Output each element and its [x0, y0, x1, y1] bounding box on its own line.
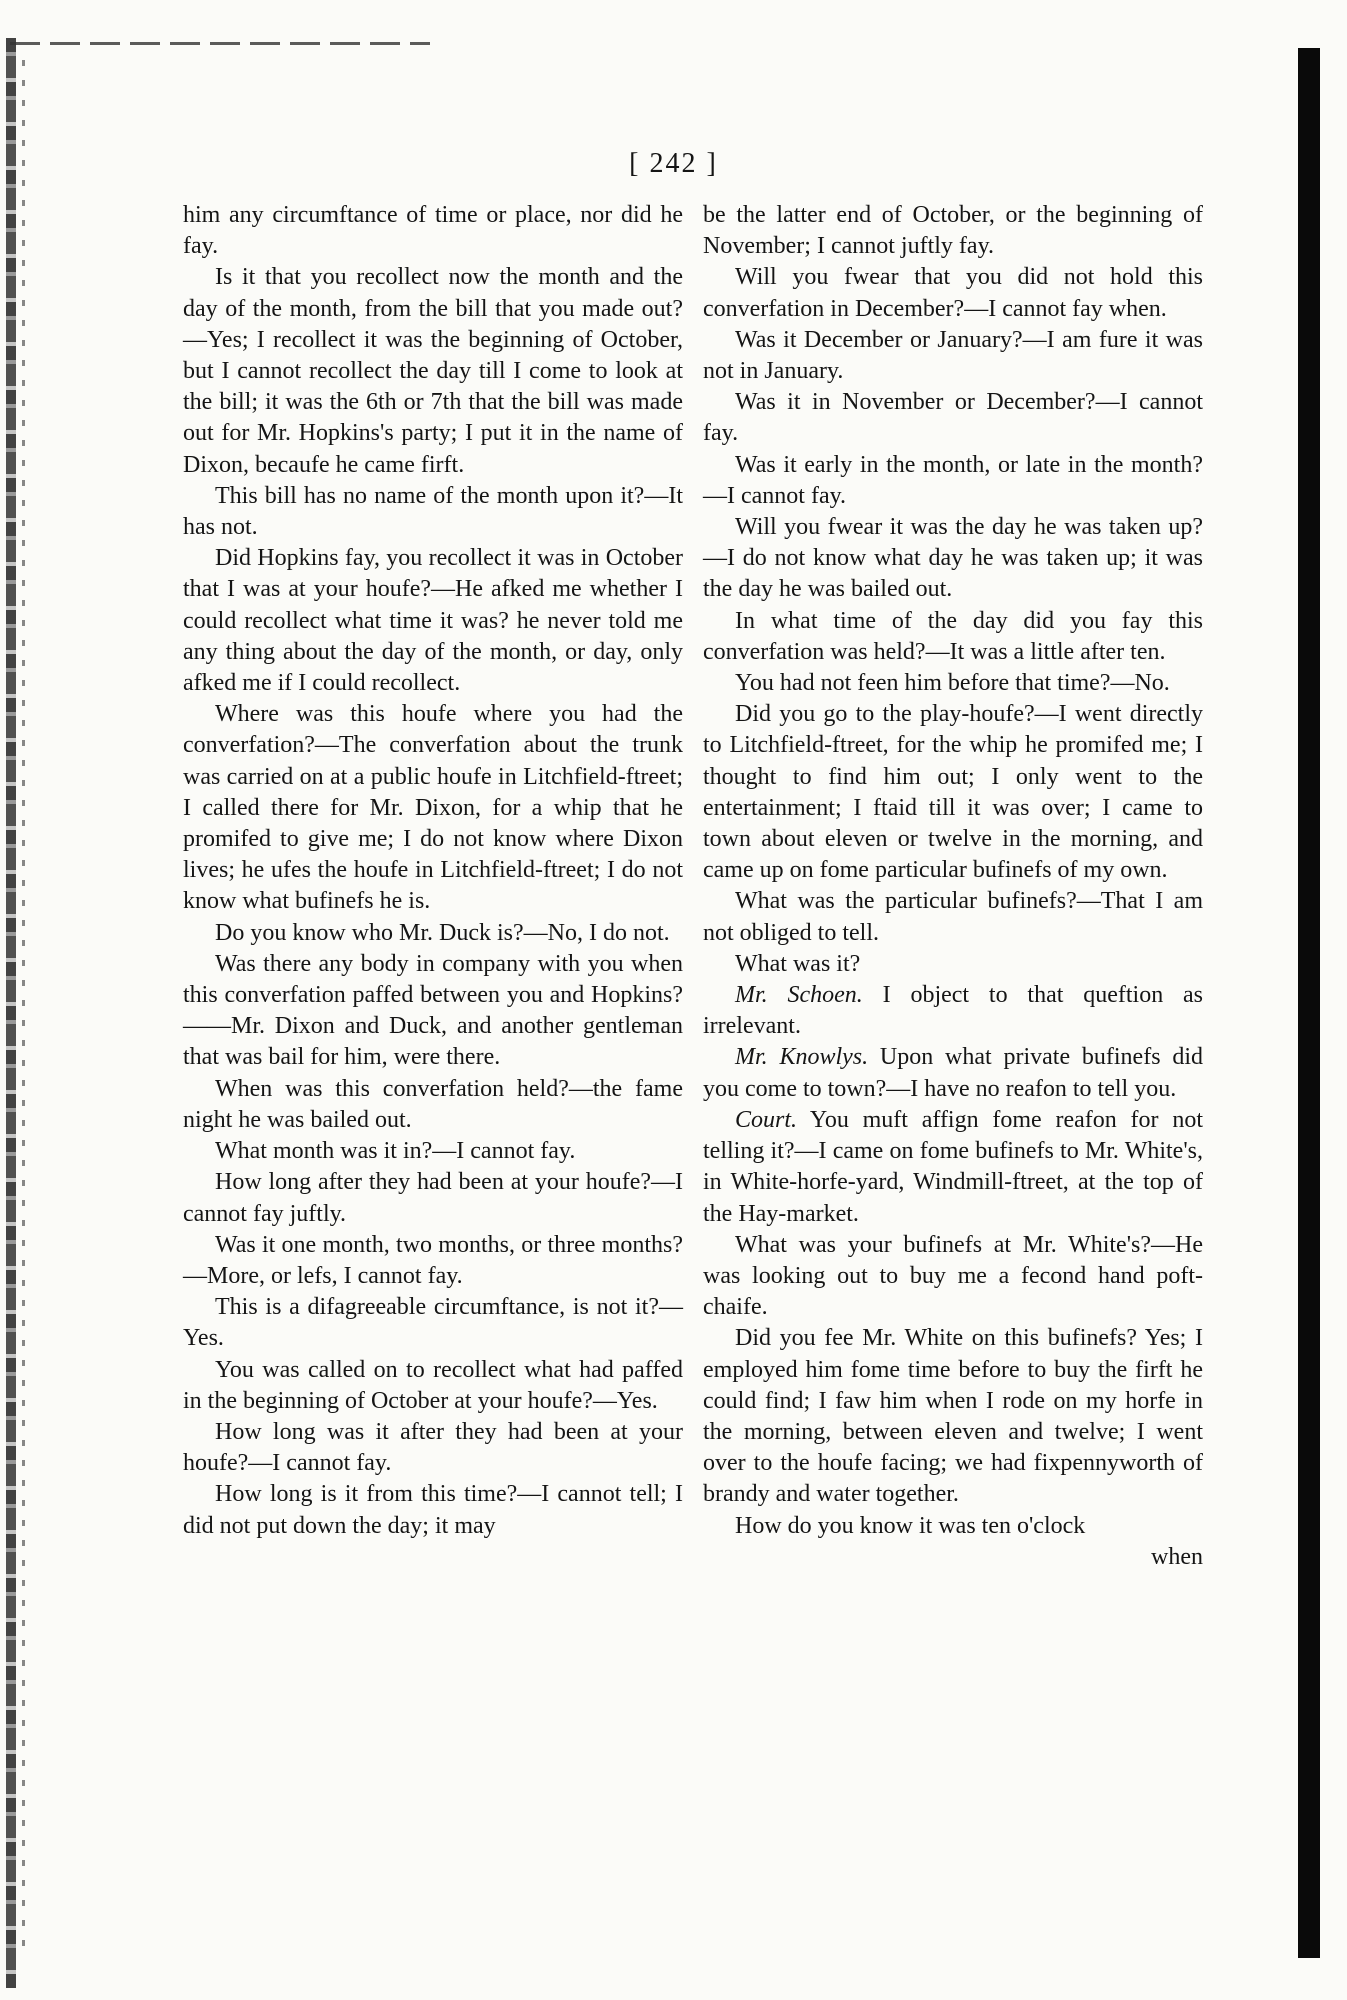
paragraph-text: Will you fwear that you did not hold this converfation in December?—I cannot fay when. — [703, 264, 1203, 322]
paragraph — [703, 1511, 1203, 1542]
paragraph-text: When was this converfation held?—the fame night he was bailed out. — [183, 1075, 683, 1133]
paragraph-text: This bill has no name of the month upon it?—It has not. — [183, 482, 683, 541]
paragraph — [703, 325, 1203, 387]
paragraph — [183, 1292, 683, 1354]
paragraph — [703, 512, 1203, 606]
paragraph — [703, 1230, 1203, 1324]
paragraph-text: Was it December or January?—I am fure it was not in January. — [703, 326, 1203, 385]
paragraph-text: Was it in November or December?—I cannot fay. — [703, 389, 1203, 447]
paragraph — [183, 699, 683, 917]
paragraph — [183, 949, 683, 1074]
speaker-name: Mr. Schoen. — [735, 982, 863, 1009]
paragraph-text: What month was it in?—I cannot fay. — [215, 1138, 576, 1165]
scan-right-edge — [1298, 48, 1320, 1958]
paragraph-text: Where was this houfe where you had the converfation?—The converfation about the trunk was carried on at a public houfe in Litchfield-ftreet; I called there for Mr. Dixon, for a whip that he promifed to give me; I do not know where Dixon lives; he ufes the houfe in Litchfield-ftreet; I do not know what bufinefs he is. — [183, 701, 683, 915]
paragraph — [183, 481, 683, 543]
scan-top-edge — [10, 42, 430, 45]
paragraph — [183, 1167, 683, 1229]
paragraph — [703, 262, 1203, 324]
paragraph — [183, 1136, 683, 1167]
paragraph — [703, 387, 1203, 449]
speaker-name: Court. — [735, 1106, 798, 1133]
paragraph — [703, 886, 1203, 948]
paragraph — [703, 1323, 1203, 1510]
paragraph — [183, 200, 683, 262]
paragraph-text: How long is it from this time?—I cannot tell; I did not put down the day; it may — [183, 1481, 683, 1539]
paragraph-text: In what time of the day did you fay this converfation was held?—It was a little after ten. — [703, 607, 1203, 665]
paragraph-text: Was there any body in company with you when this converfation paffed between you and Hopkins?——Mr. Dixon and Duck, and another gentleman that was bail for him, were there. — [183, 950, 683, 1071]
paragraph — [703, 1105, 1203, 1230]
paragraph-text: This is a difagreeable circumftance, is not it?—Yes. — [183, 1294, 683, 1352]
paragraph-text: How do you know it was ten o'clock — [735, 1512, 1086, 1539]
paragraph — [703, 200, 1203, 262]
paragraph-text: Did you fee Mr. White on this bufinefs? Yes; I employed him fome time before to buy the firft he could find; I faw him when I rode on my horfe in the morning, between eleven and twelve; I went over to the houfe facing; we had fixpennyworth of brandy and water together. — [703, 1325, 1203, 1508]
paragraph — [183, 1417, 683, 1479]
paragraph-text: Is it that you recollect now the month and the day of the month, from the bill that you made out?—Yes; I recollect it was the beginning of October, but I cannot recollect the day till I come to look at the bill; it was the 6th or 7th that the bill was made out for Mr. Hopkins's party; I put it in the name of Dixon, becaufe he came firft. — [183, 264, 683, 478]
paragraph-text: How long was it after they had been at your houfe?—I cannot fay. — [183, 1418, 683, 1477]
paragraph — [703, 699, 1203, 886]
paragraph — [183, 1230, 683, 1292]
paragraph — [703, 668, 1203, 699]
paragraph-text: I object to that queftion as irrelevant. — [703, 982, 1204, 1040]
paragraph-text: What was your bufinefs at Mr. White's?—He was looking out to buy me a fecond hand poft-chaife. — [703, 1231, 1203, 1321]
paragraph — [183, 1355, 683, 1417]
right-column — [703, 200, 1203, 1573]
speaker-name: Mr. Knowlys. — [735, 1044, 869, 1071]
paragraph-text: You was called on to recollect what had paffed in the beginning of October at your houfe?—Yes. — [183, 1356, 683, 1414]
paragraph-text: Will you fwear it was the day he was taken up?—I do not know what day he was taken up; it was the day he was bailed out. — [703, 514, 1203, 603]
paragraph-text: Did you go to the play-houfe?—I went directly to Litchfield-ftreet, for the whip he promifed me; I thought to find him out; I only went to the entertainment; I ftaid till it was over; I came to town about eleven or twelve in the morning, and came up on fome particular bufinefs of my own. — [703, 701, 1203, 884]
paragraph-text: be the latter end of October, or the beginning of November; I cannot juftly fay. — [703, 202, 1203, 260]
paragraph — [183, 543, 683, 699]
catchword: when — [1151, 1543, 1203, 1570]
paragraph — [703, 980, 1203, 1042]
paragraph-text: You muft affign fome reafon for not telling it?—I came on fome bufinefs to Mr. White's, in White-horfe-yard, Windmill-ftreet, at the top of the Hay-market. — [703, 1106, 1203, 1227]
paragraph-text: Did Hopkins fay, you recollect it was in October that I was at your houfe?—He afked me whether I could recollect what time it was? he never told me any thing about the day of the month, or day, only afked me if I could recollect. — [183, 545, 683, 697]
paragraph — [183, 918, 683, 949]
paragraph-text: What was it? — [735, 950, 861, 977]
paragraph — [183, 1479, 683, 1541]
left-column — [183, 200, 683, 1542]
page-number: [ 242 ] — [629, 148, 718, 179]
paragraph-text: him any circumftance of time or place, nor did he fay. — [183, 202, 683, 260]
paragraph-text: Do you know who Mr. Duck is?—No, I do not. — [215, 919, 670, 946]
paragraph-text: You had not feen him before that time?—No. — [735, 670, 1170, 697]
paragraph-text: Was it one month, two months, or three months?—More, or lefs, I cannot fay. — [183, 1231, 683, 1289]
paragraph — [703, 606, 1203, 668]
paragraph — [183, 262, 683, 480]
paragraph — [703, 450, 1203, 512]
paragraph — [703, 949, 1203, 980]
scan-binding-marks — [22, 60, 25, 1960]
paragraph — [183, 1074, 683, 1136]
paragraph-text: How long after they had been at your houfe?—I cannot fay juftly. — [183, 1169, 683, 1227]
paragraph-text: Was it early in the month, or late in the month?—I cannot fay. — [703, 451, 1203, 509]
paragraph — [703, 1042, 1203, 1104]
scan-binding-edge — [6, 38, 16, 1988]
paragraph-text: Upon what private bufinefs did you come to town?—I have no reafon to tell you. — [703, 1044, 1203, 1102]
paragraph-text: What was the particular bufinefs?—That I am not obliged to tell. — [703, 888, 1203, 946]
